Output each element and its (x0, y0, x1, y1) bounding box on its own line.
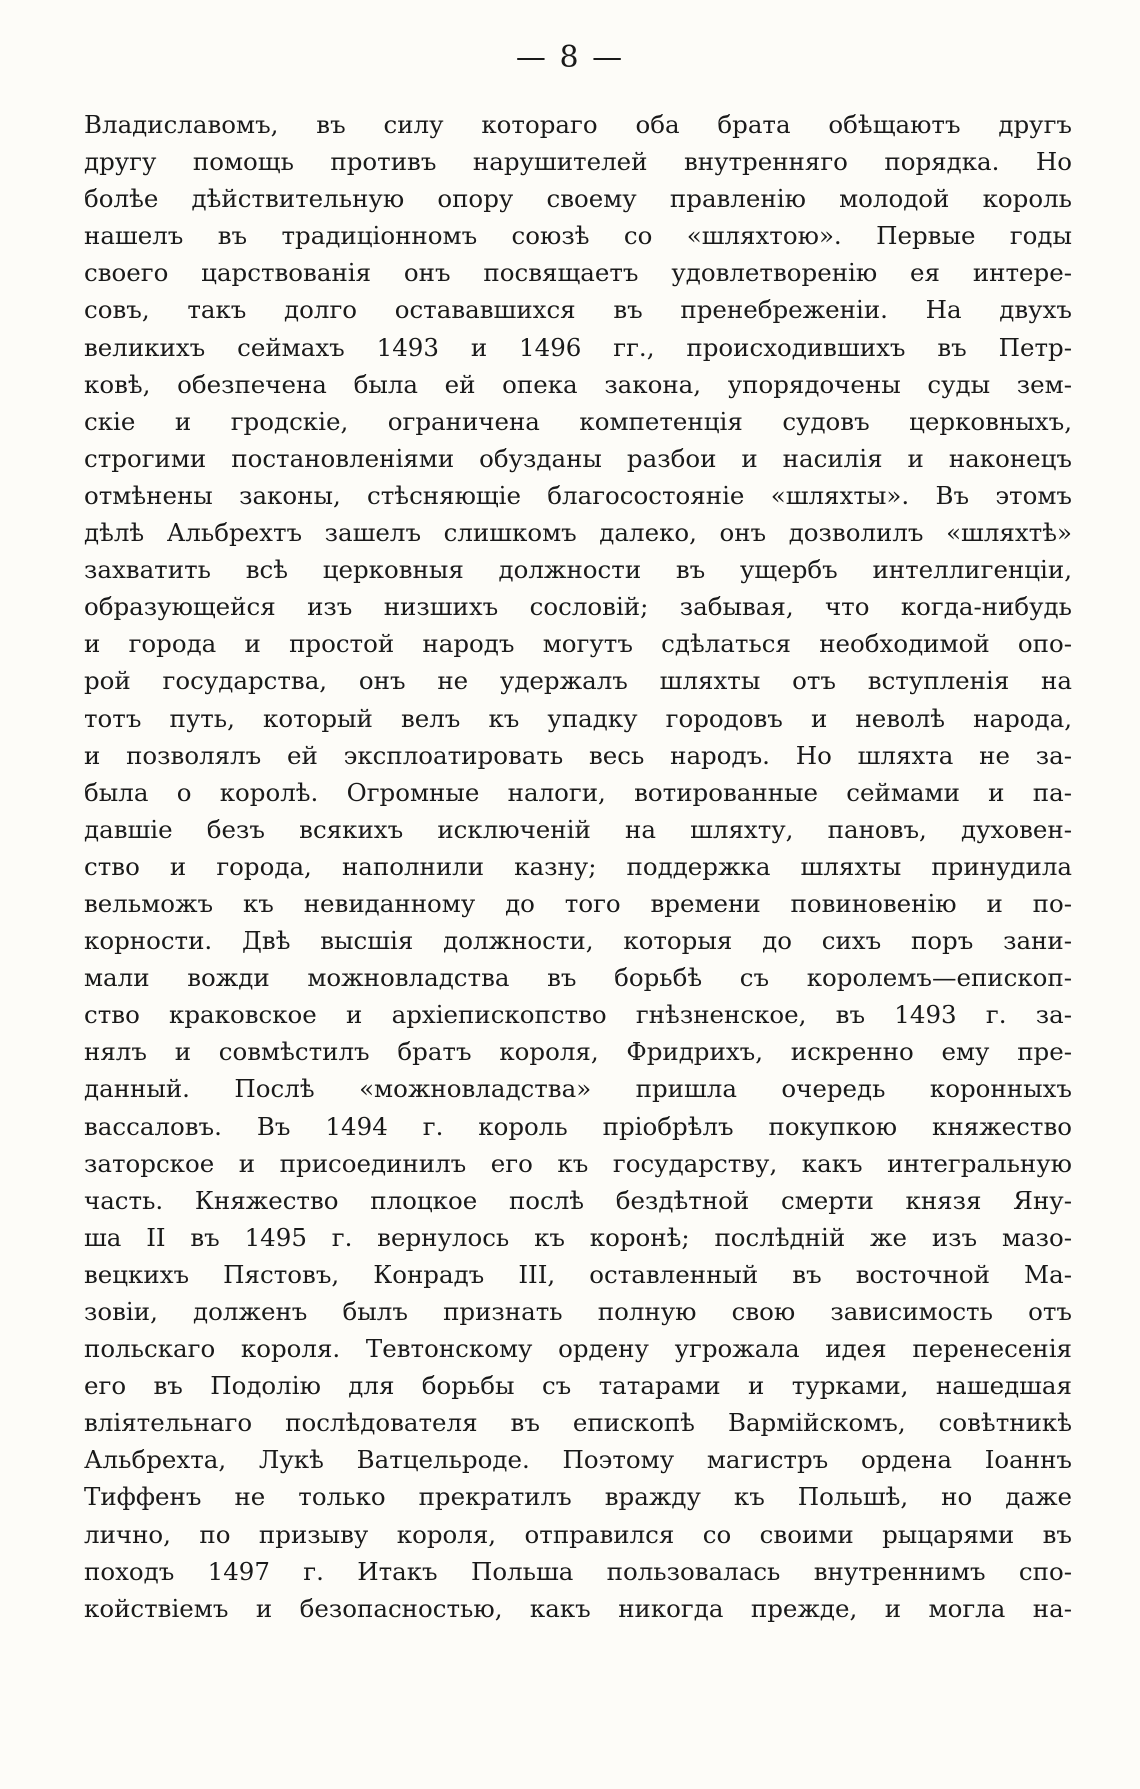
text-line: койствіемъ и безопасностью, какъ никогда прежде, и могла на- (84, 1593, 1072, 1623)
text-line: другу помощь противъ нарушителей внутренняго порядка. Но (84, 147, 1072, 177)
text-line: и города и простой народъ могутъ сдѣлаться необходимой опо- (84, 629, 1072, 659)
text-line: нялъ и совмѣстилъ братъ короля, Фридрихъ, искренно ему пре- (84, 1037, 1072, 1067)
text-line: корности. Двѣ высшія должности, которыя до сихъ поръ зани- (84, 926, 1072, 956)
text-line: болѣе дѣйствительную опору своему правленію молодой король (84, 184, 1072, 214)
text-line: мали вожди можновладства въ борьбѣ съ королемъ—епископ- (84, 963, 1072, 993)
text-line: Тиффенъ не только прекратилъ вражду къ Польшѣ, но даже (84, 1482, 1072, 1512)
text-line: его въ Подолію для борьбы съ татарами и турками, нашедшая (84, 1371, 1072, 1401)
text-line: походъ 1497 г. Итакъ Польша пользовалась внутреннимъ спо- (84, 1556, 1072, 1586)
text-line: Альбрехта, Лукѣ Ватцельроде. Поэтому магистръ ордена Іоаннъ (84, 1445, 1072, 1475)
text-line: вецкихъ Пястовъ, Конрадъ III, оставленный въ восточной Ма- (84, 1259, 1072, 1289)
text-line: и позволялъ ей эксплоатировать весь народъ. Но шляхта не за- (84, 740, 1072, 770)
text-line: ковѣ, обезпечена была ей опека закона, упорядочены суды зем- (84, 369, 1072, 399)
text-line: ша II въ 1495 г. вернулось къ коронѣ; послѣдній же изъ мазо- (84, 1222, 1072, 1252)
text-line: давшіе безъ всякихъ исключеній на шляхту, пановъ, духовен- (84, 814, 1072, 844)
text-line: захватить всѣ церковныя должности въ ущербъ интеллигенціи, (84, 555, 1072, 585)
text-line: образующейся изъ низшихъ сословій; забывая, что когда-нибудь (84, 592, 1072, 622)
text-line: строгими постановленіями обузданы разбои и насилія и наконецъ (84, 443, 1072, 473)
text-line: своего царствованія онъ посвящаетъ удовлетворенію ея интере- (84, 258, 1072, 288)
text-line: нашелъ въ традиціонномъ союзѣ со «шляхтою». Первые годы (84, 221, 1072, 251)
text-line: совъ, такъ долго остававшихся въ пренебреженіи. На двухъ (84, 295, 1072, 325)
text-line: ство и города, наполнили казну; поддержка шляхты принудила (84, 851, 1072, 881)
text-line: скіе и гродскіе, ограничена компетенція судовъ церковныхъ, (84, 406, 1072, 436)
text-line: дѣлѣ Альбрехтъ зашелъ слишкомъ далеко, онъ дозволилъ «шляхтѣ» (84, 518, 1072, 548)
text-line: рой государства, онъ не удержалъ шляхты отъ вступленія на (84, 666, 1072, 696)
text-line: была о королѣ. Огромные налоги, вотированные сеймами и па- (84, 777, 1072, 807)
text-line: вассаловъ. Въ 1494 г. король пріобрѣлъ покупкою княжество (84, 1111, 1072, 1141)
text-line: тотъ путь, который велъ къ упадку городовъ и неволѣ народа, (84, 703, 1072, 733)
text-line: отмѣнены законы, стѣсняющіе благосостояніе «шляхты». Въ этомъ (84, 480, 1072, 510)
text-line: лично, по призыву короля, отправился со своими рыцарями въ (84, 1519, 1072, 1549)
text-line: заторское и присоединилъ его къ государству, какъ интегральную (84, 1148, 1072, 1178)
page-number: — 8 — (515, 40, 625, 75)
text-line: вліятельнаго послѣдователя въ епископѣ Вармійскомъ, совѣтникѣ (84, 1408, 1072, 1438)
text-line: вельможъ къ невиданному до того времени повиновенію и по- (84, 888, 1072, 918)
text-line: данный. Послѣ «можновладства» пришла очередь коронныхъ (84, 1074, 1072, 1104)
text-line: польскаго короля. Тевтонскому ордену угрожала идея перенесенія (84, 1334, 1072, 1364)
text-line: зовіи, долженъ былъ признать полную свою зависимость отъ (84, 1297, 1072, 1326)
text-body (84, 106, 1072, 1627)
text-line: часть. Княжество плоцкое послѣ бездѣтной смерти князя Яну- (84, 1185, 1072, 1215)
text-line: Владиславомъ, въ силу котораго оба брата обѣщаютъ другъ (84, 110, 1072, 139)
text-line: великихъ сеймахъ 1493 и 1496 гг., происходившихъ въ Петр- (84, 332, 1072, 362)
text-line: ство краковское и архіепископство гнѣзненское, въ 1493 г. за- (84, 1000, 1072, 1030)
